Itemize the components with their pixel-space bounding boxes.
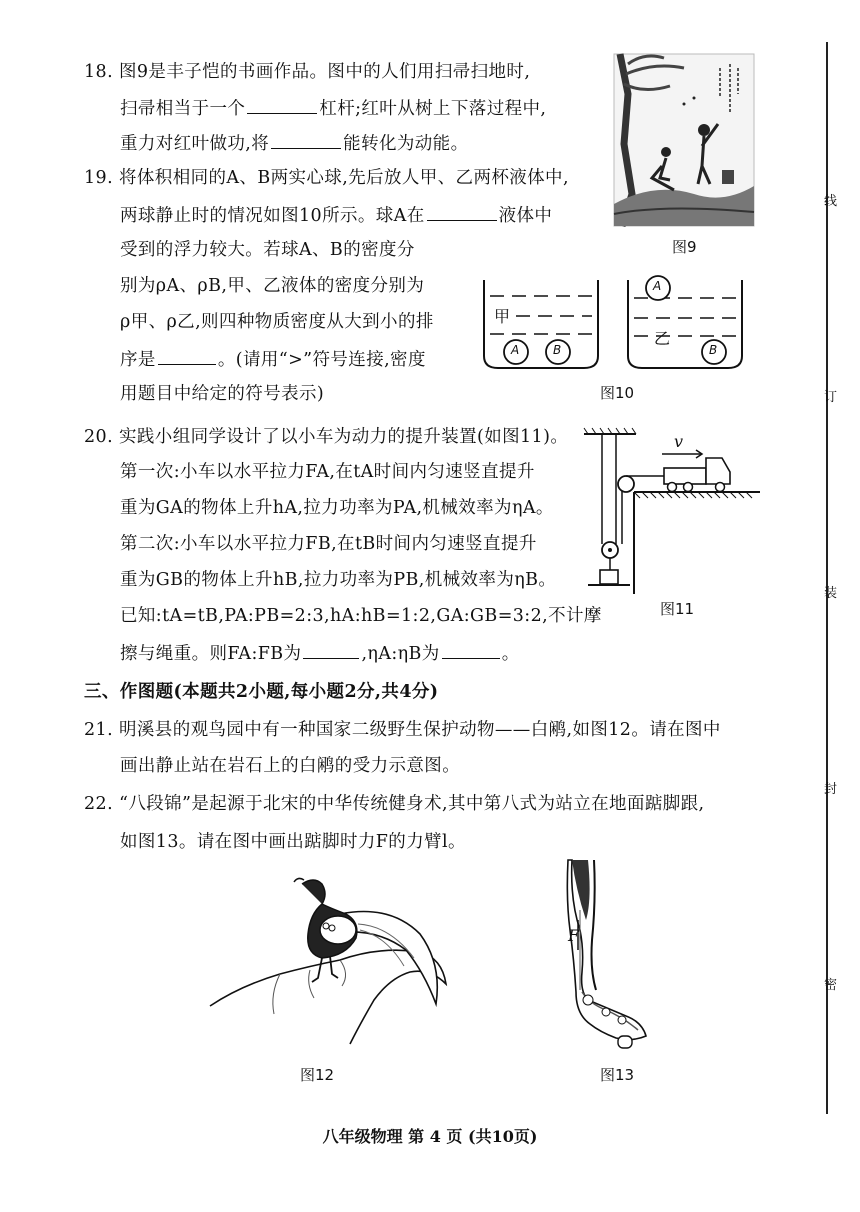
- q19-line7: 用题目中给定的符号表示): [120, 384, 325, 404]
- binding-mark-zhuang: 装: [824, 586, 838, 601]
- figure-10-caption: 图10: [600, 384, 635, 402]
- ball-a-label-jia: A: [511, 343, 520, 357]
- q19-blank1[interactable]: [427, 202, 497, 221]
- q18-line3-b: 能转化为动能。: [343, 134, 469, 154]
- q18-line2-b: 杠杆;红叶从树上下落过程中,: [319, 99, 547, 119]
- beaker-yi: [628, 276, 742, 368]
- q22-line2: 如图13。请在图中画出踮脚时力F的力臂l。: [120, 832, 466, 852]
- q19-line6: [120, 346, 426, 372]
- q19-line2-a: 两球静止时的情况如图10所示。球A在: [120, 206, 425, 226]
- q19-blank2[interactable]: [158, 346, 216, 365]
- q20-blank1[interactable]: [303, 640, 359, 659]
- q20-line5: 重为GB的物体上升hB,拉力功率为PB,机械效率为ηB。: [120, 570, 557, 590]
- q18-line2: [120, 95, 546, 121]
- q19-line1: 19. 将体积相同的A、B两实心球,先后放人甲、乙两杯液体中,: [84, 168, 569, 188]
- q19-line6-b: 。(请用“>”符号连接,密度: [217, 350, 426, 370]
- figure-11-caption: 图11: [660, 600, 695, 618]
- q20-blank2[interactable]: [442, 640, 500, 659]
- ball-b-label-yi: B: [709, 343, 718, 357]
- figure-13-leg-foot: [566, 860, 666, 1054]
- q18-line1: 18. 图9是丰子恺的书画作品。图中的人们用扫帚扫地时,: [84, 62, 531, 82]
- velocity-label: v: [674, 432, 684, 451]
- binding-mark-mi: 密: [824, 978, 838, 993]
- q18-line3: [120, 130, 468, 156]
- ball-a-label-yi: A: [653, 279, 662, 293]
- q19-line6-a: 序是: [120, 350, 156, 370]
- q22-line1: 22. “八段锦”是起源于北宋的中华传统健身术,其中第八式为站立在地面踮脚跟,: [84, 794, 705, 814]
- figure-9-caption: 图9: [672, 238, 697, 256]
- q20-line2: 第一次:小车以水平拉力FA,在tA时间内匀速竖直提升: [120, 462, 535, 482]
- q18-line2-a: 扫帚相当于一个: [120, 99, 246, 119]
- figure-9-painting: [614, 54, 754, 226]
- q18-blank1[interactable]: [247, 95, 317, 114]
- q20-line6: 已知:tA=tB,PA:PB=2:3,hA:hB=1:2,GA:GB=3:2,不计摩: [120, 606, 602, 626]
- binding-mark-xian: 线: [824, 194, 838, 209]
- figure-10-beakers: [480, 276, 750, 376]
- figure-13-caption: 图13: [600, 1066, 635, 1084]
- figure-12-bird-on-rock: [210, 874, 450, 1054]
- q21-line1: 21. 明溪县的观鸟园中有一种国家二级野生保护动物——白鹇,如图12。请在图中: [84, 720, 721, 740]
- q20-line3: 重为GA的物体上升hA,拉力功率为PA,机械效率为ηA。: [120, 498, 554, 518]
- q18-line3-a: 重力对红叶做功,将: [120, 134, 270, 154]
- q20-line7-a: 擦与绳重。则FA:FB为: [120, 644, 302, 664]
- q19-line5: ρ甲、ρ乙,则四种物质密度从大到小的排: [120, 312, 434, 332]
- force-f-label: F: [568, 926, 580, 945]
- q20-line7-c: 。: [501, 644, 520, 664]
- q21-line2: 画出静止站在岩石上的白鹇的受力示意图。: [120, 756, 461, 776]
- q19-line2-b: 液体中: [498, 206, 553, 226]
- figure-12-caption: 图12: [300, 1066, 335, 1084]
- q19-line4: 别为ρA、ρB,甲、乙液体的密度分别为: [120, 276, 425, 296]
- q20-line7-b: ,ηA:ηB为: [361, 644, 440, 664]
- q20-line4: 第二次:小车以水平拉力FB,在tB时间内匀速竖直提升: [120, 534, 537, 554]
- ball-b-label-jia: B: [553, 343, 562, 357]
- binding-mark-ding: 订: [824, 390, 838, 405]
- q19-line2: [120, 202, 552, 228]
- binding-mark-feng: 封: [824, 782, 838, 797]
- label-liquid-jia: 甲: [494, 307, 511, 326]
- page-footer: 八年级物理 第 4 页 (共10页): [322, 1127, 538, 1146]
- q18-blank2[interactable]: [271, 130, 341, 149]
- figure-11-pulley-truck: [584, 428, 760, 594]
- q20-line1: 20. 实践小组同学设计了以小车为动力的提升装置(如图11)。: [84, 427, 569, 447]
- section-heading: 三、作图题(本题共2小题,每小题2分,共4分): [84, 682, 439, 702]
- label-liquid-yi: 乙: [654, 329, 671, 348]
- q19-line3: 受到的浮力较大。若球A、B的密度分: [120, 240, 415, 260]
- q20-line7: [120, 640, 520, 666]
